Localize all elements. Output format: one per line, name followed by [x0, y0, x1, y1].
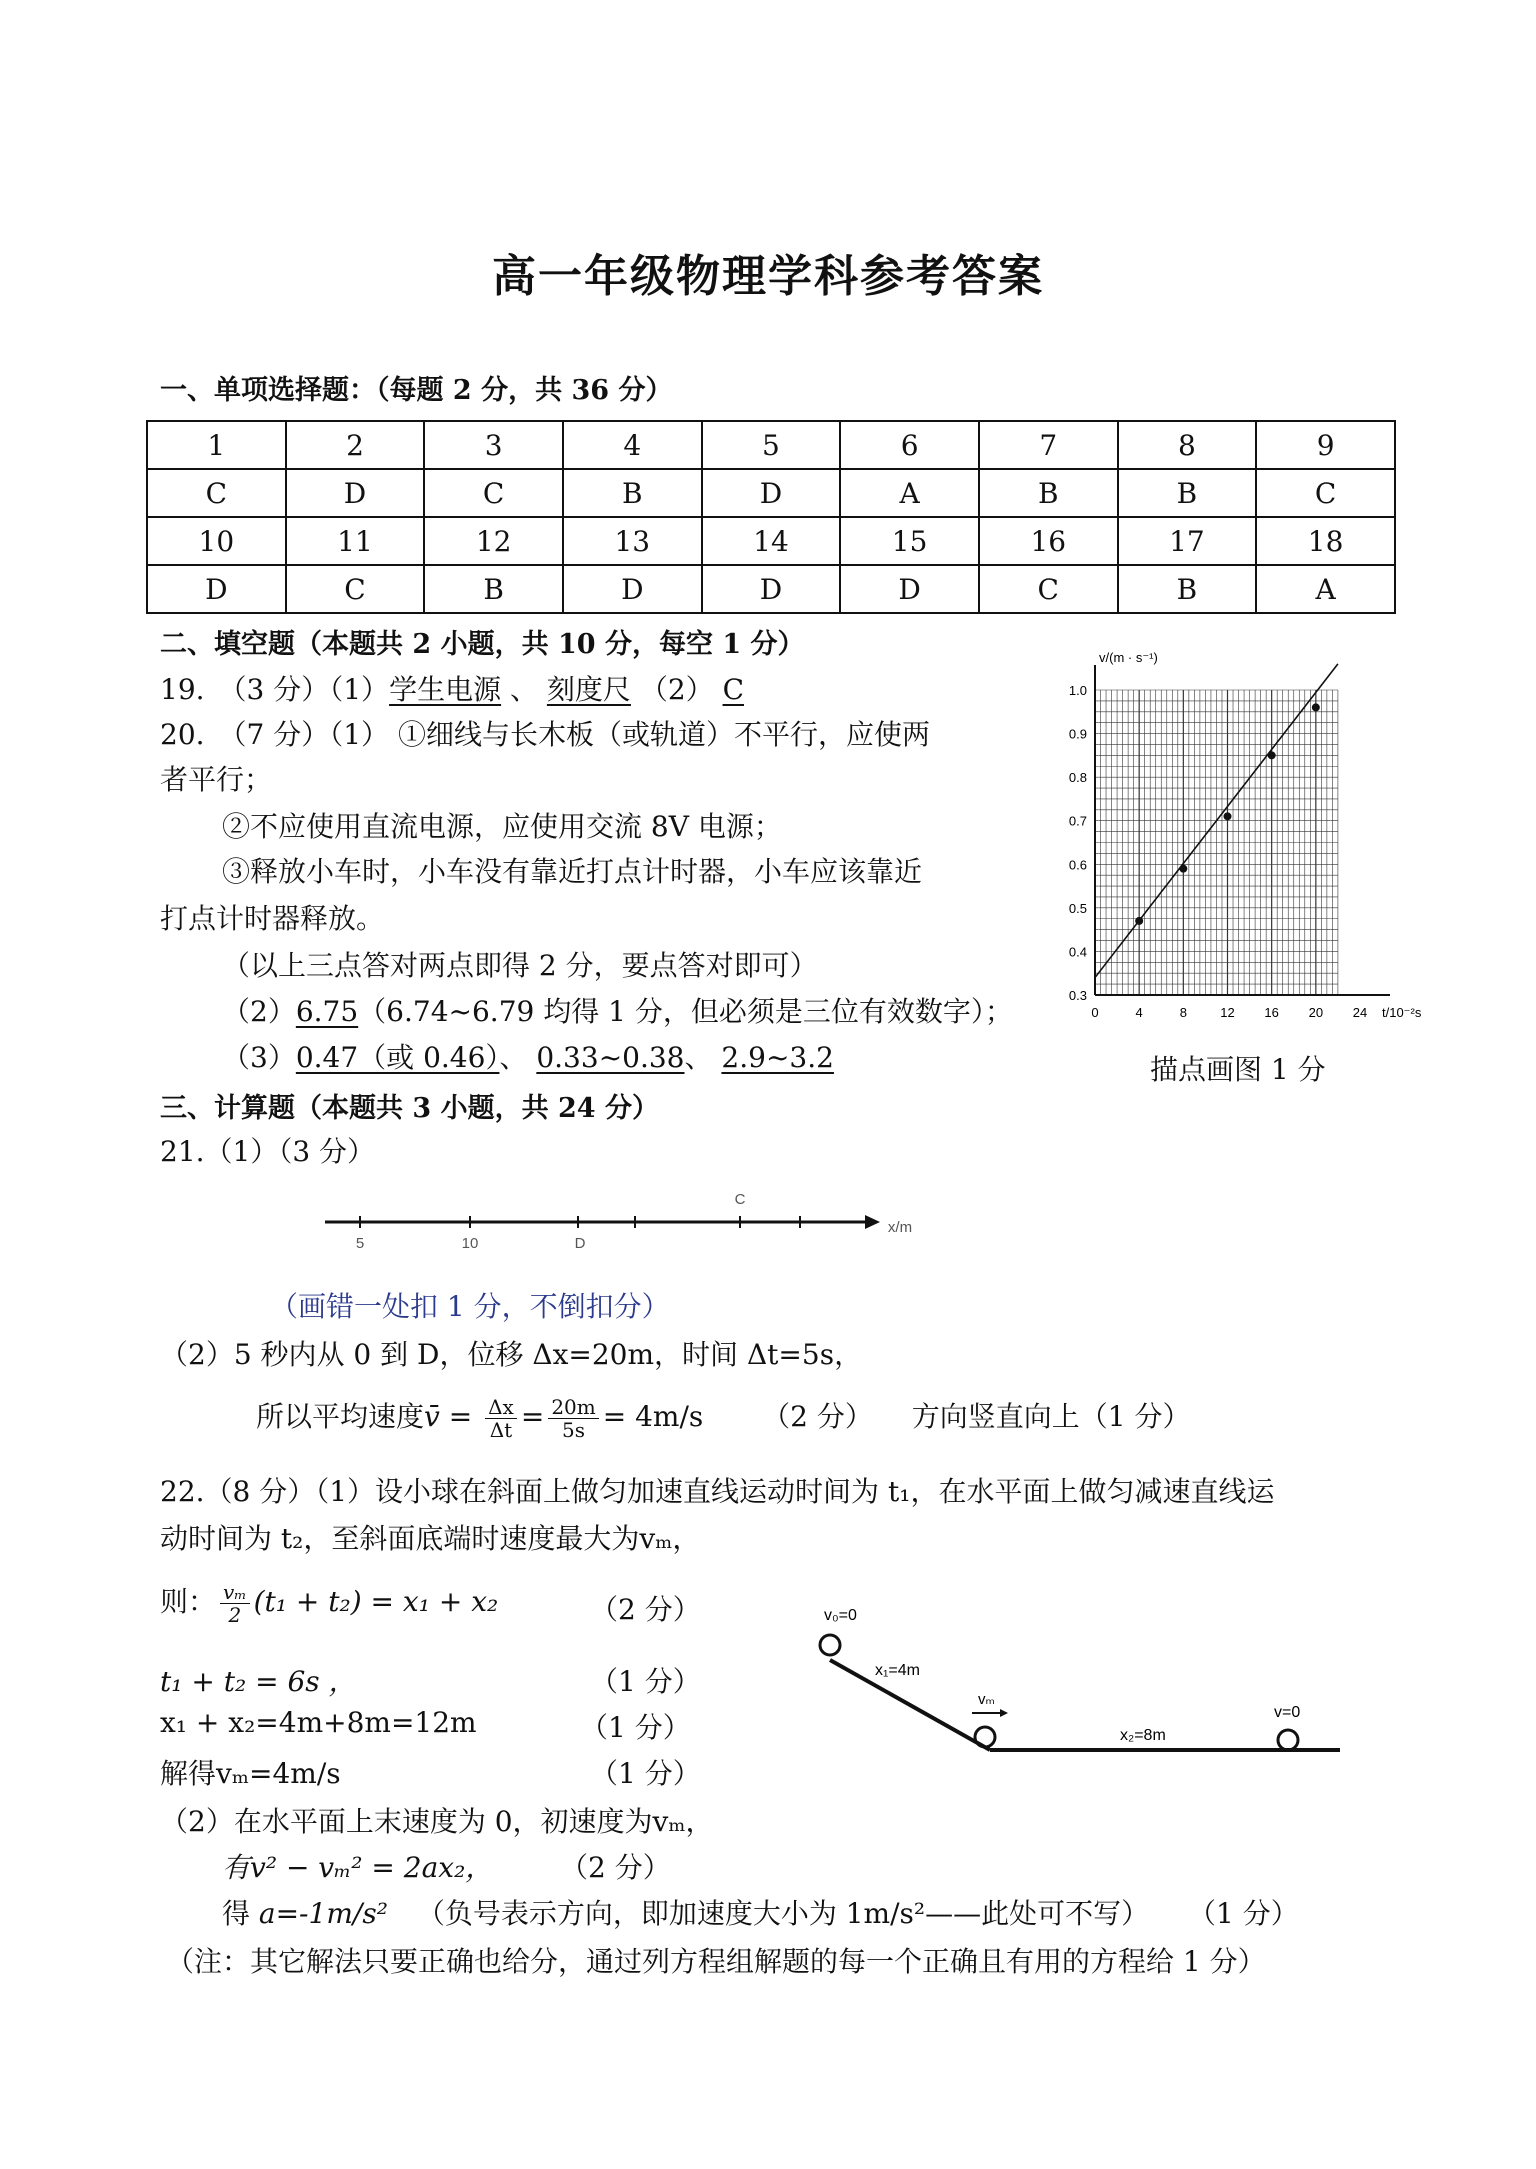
q22-eq-1-points: （2 分） [590, 1593, 701, 1626]
answer-cell: C [979, 565, 1118, 613]
answer-cell: A [840, 469, 979, 517]
incline-diagram [810, 1600, 1350, 1770]
x-tick-label: 20 [1308, 1005, 1324, 1020]
answer-cell: D [147, 565, 286, 613]
q20-p3-answer-1: 0.47（或 0.46） [295, 1041, 500, 1074]
q21-average-velocity [256, 1395, 1191, 1441]
fraction-values [548, 1396, 598, 1441]
fraction-vm-2 [220, 1581, 250, 1626]
q22-eq-4-points: （1 分） [590, 1757, 701, 1790]
y-axis-label: v/(m · s⁻¹) [1099, 650, 1158, 665]
question-number-cell: 13 [563, 517, 702, 565]
data-point [1268, 751, 1276, 759]
direction-note: 方向竖直向上（1 分） [911, 1400, 1191, 1433]
frac-den: Δt [489, 1418, 513, 1442]
question-number-cell: 11 [286, 517, 425, 565]
y-tick-label: 0.9 [1068, 726, 1087, 742]
q22-eq-2: t₁ + t₂ = 6s ， [160, 1665, 357, 1698]
q22-eq-2-points: （1 分） [590, 1665, 701, 1698]
q20-line-4: ③释放小车时，小车没有靠近打点计时器，小车应该靠近 [222, 855, 923, 888]
answer-cell: C [286, 565, 425, 613]
q19-answer-2: 刻度尺 [546, 673, 631, 706]
y-tick-label: 0.5 [1068, 900, 1087, 916]
y-tick-label: 0.6 [1068, 857, 1087, 873]
q20-line-2: 者平行； [160, 763, 273, 796]
avg-result: = 4m/s [602, 1400, 704, 1433]
q20-line-1: 20. （7 分）（1） ①细线与长木板（或轨道）不平行，应使两 [160, 718, 930, 751]
x-tick-label: 12 [1220, 1005, 1235, 1020]
equals: = [520, 1400, 545, 1433]
x-axis-label: t/10⁻²s [1382, 1005, 1422, 1020]
ball-start [820, 1635, 840, 1655]
frac-num: Δx [485, 1396, 517, 1419]
question-number-cell: 18 [1256, 517, 1395, 565]
label-v0: v₀=0 [824, 1607, 857, 1624]
q21-note: （画错一处扣 1 分，不倒扣分） [270, 1290, 670, 1323]
q19-answer-3: C [722, 673, 744, 706]
q22-eq-4: 解得vₘ=4m/s [160, 1757, 341, 1790]
answer-cell: C [424, 469, 563, 517]
graph-caption: 描点画图 1 分 [1150, 1053, 1326, 1086]
q22-eq-5-points: （2 分） [560, 1851, 671, 1884]
eq6-note: （负号表示方向，即加速度大小为 1m/s²——此处可不写） [416, 1897, 1150, 1930]
section-3-heading: 三、计算题（本题共 3 小题，共 24 分） [160, 1093, 659, 1124]
q19-answer-1: 学生电源 [389, 673, 502, 706]
question-number-cell: 17 [1118, 517, 1257, 565]
answer-cell: B [1118, 565, 1257, 613]
fraction-dx-dt [485, 1396, 517, 1441]
q19-mid: （2） [639, 673, 714, 706]
answer-cell: B [1118, 469, 1257, 517]
frac-num: 20m [548, 1396, 598, 1419]
frac-den: 5s [562, 1418, 586, 1442]
x-tick-label: 0 [1091, 1005, 1099, 1020]
q22-eq-5: 有v² − vₘ² = 2ax₂， [222, 1851, 494, 1884]
answer-cell: C [1256, 469, 1395, 517]
q19-prefix: 19. （3 分）（1） [160, 673, 390, 706]
question-number-cell: 10 [147, 517, 286, 565]
axis-label: x/m [887, 1219, 913, 1236]
page-title: 高一年级物理学科参考答案 [492, 251, 1044, 302]
answer-row [147, 469, 1395, 517]
frac-den: 2 [228, 1603, 242, 1627]
avg-points: （2 分） [762, 1400, 873, 1433]
q21-part-2: （2）5 秒内从 0 到 D，位移 Δx=20m，时间 Δt=5s， [160, 1338, 863, 1371]
x-tick-label: 8 [1179, 1005, 1187, 1020]
question-number-row [147, 421, 1395, 469]
y-tick-label: 0.3 [1068, 988, 1087, 1003]
q22-eq-6 [222, 1892, 1299, 1932]
q20-p3-answer-2: 0.33~0.38 [536, 1041, 685, 1074]
data-point [1312, 703, 1320, 711]
eq6-prefix: 得 [222, 1897, 259, 1930]
answer-cell: D [286, 469, 425, 517]
q22-eq-3: x₁ + x₂=4m+8m=12m [160, 1706, 477, 1739]
q22-line-2: 动时间为 t₂，至斜面底端时速度最大为vₘ， [160, 1522, 701, 1555]
answer-row [147, 565, 1395, 613]
q22-part-2: （2）在水平面上末速度为 0，初速度为vₘ， [160, 1805, 714, 1838]
question-number-cell: 4 [563, 421, 702, 469]
answer-cell: D [702, 565, 841, 613]
vt-graph [1050, 650, 1450, 1030]
axis-label: 10 [461, 1235, 479, 1252]
data-point [1179, 865, 1187, 873]
question-number-cell: 3 [424, 421, 563, 469]
question-number-cell: 15 [840, 517, 979, 565]
answer-table [146, 420, 1396, 614]
y-tick-label: 1.0 [1068, 683, 1087, 698]
position-axis [320, 1182, 940, 1262]
q22-line-1: 22.（8 分）（1）设小球在斜面上做匀加速直线运动时间为 t₁，在水平面上做匀减速直线运 [160, 1475, 1275, 1508]
x-tick-label: 24 [1352, 1005, 1368, 1020]
q20-p2-answer: 6.75 [295, 995, 359, 1028]
footnote: （注：其它解法只要正确也给分，通过列方程组解题的每一个正确且有用的方程给 1 分） [166, 1945, 1266, 1978]
eq1-prefix: 则： [160, 1585, 217, 1618]
q22-eq-1 [160, 1580, 498, 1626]
question-number-cell: 1 [147, 421, 286, 469]
avg-symbol: v̄ = [424, 1400, 482, 1433]
q20-line-6: （以上三点答对两点即得 2 分，要点答对即可） [222, 949, 818, 982]
axis-arrow-head [865, 1215, 880, 1229]
question-number-cell: 5 [702, 421, 841, 469]
answer-cell: C [147, 469, 286, 517]
eq1-body: (t₁ + t₂) = x₁ + x₂ [253, 1585, 499, 1618]
q20-p2-note: （6.74~6.79 均得 1 分，但必须是三位有效数字）； [358, 995, 1013, 1028]
section-2-heading: 二、填空题（本题共 2 小题，共 10 分，每空 1 分） [160, 629, 805, 660]
data-point [1224, 812, 1232, 820]
frac-num: vₘ [220, 1581, 250, 1604]
label-x1: x₁=4m [875, 1662, 920, 1679]
axis-label: C [734, 1191, 746, 1208]
q20-p3-prefix: （3） [222, 1041, 296, 1074]
q21-part-1: 21.（1）（3 分） [160, 1135, 376, 1168]
y-tick-label: 0.7 [1068, 813, 1087, 829]
q20-p2-prefix: （2） [222, 995, 296, 1028]
q20-p3-answer-3: 2.9~3.2 [721, 1041, 834, 1074]
q20-part-3 [222, 1036, 834, 1076]
q20-p3-sep-2: 、 [684, 1041, 713, 1074]
label-v-end: v=0 [1274, 1704, 1301, 1721]
q20-p3-sep-1: 、 [499, 1041, 528, 1074]
q19-sep: 、 [509, 673, 538, 706]
eq6-answer: a=-1m/s² [258, 1897, 388, 1930]
question-number-cell: 2 [286, 421, 425, 469]
section-1-heading: 一、单项选择题：（每题 2 分，共 36 分） [160, 375, 673, 406]
question-number-cell: 14 [702, 517, 841, 565]
ball-bottom [975, 1727, 995, 1747]
q19-line [160, 668, 744, 708]
question-number-cell: 8 [1118, 421, 1257, 469]
question-number-cell: 16 [979, 517, 1118, 565]
y-tick-label: 0.8 [1068, 770, 1087, 786]
q20-line-3: ②不应使用直流电源，应使用交流 8V 电源； [222, 810, 782, 843]
answer-cell: A [1256, 565, 1395, 613]
answer-cell: D [702, 469, 841, 517]
velocity-arrow-head [1000, 1709, 1008, 1717]
eq6-points: （1 分） [1188, 1897, 1299, 1930]
data-point [1135, 917, 1143, 925]
x-tick-label: 4 [1135, 1005, 1143, 1020]
answer-cell: D [563, 565, 702, 613]
question-number-cell: 6 [840, 421, 979, 469]
label-x2: x₂=8m [1120, 1727, 1166, 1744]
axis-label: D [574, 1235, 586, 1252]
answer-cell: B [979, 469, 1118, 517]
axis-label: 5 [355, 1235, 365, 1252]
question-number-cell: 7 [979, 421, 1118, 469]
question-number-cell: 9 [1256, 421, 1395, 469]
question-number-cell: 12 [424, 517, 563, 565]
q20-part-2 [222, 990, 1013, 1030]
answer-cell: B [563, 469, 702, 517]
q20-line-5: 打点计时器释放。 [160, 902, 385, 935]
y-tick-label: 0.4 [1068, 944, 1087, 960]
avg-prefix: 所以平均速度 [256, 1400, 425, 1433]
q22-eq-3-points: （1 分） [580, 1711, 691, 1744]
ball-end [1278, 1730, 1298, 1750]
answer-cell: D [840, 565, 979, 613]
question-number-row [147, 517, 1395, 565]
x-tick-label: 16 [1264, 1005, 1279, 1020]
label-vm: vₘ [978, 1691, 995, 1708]
answer-cell: B [424, 565, 563, 613]
